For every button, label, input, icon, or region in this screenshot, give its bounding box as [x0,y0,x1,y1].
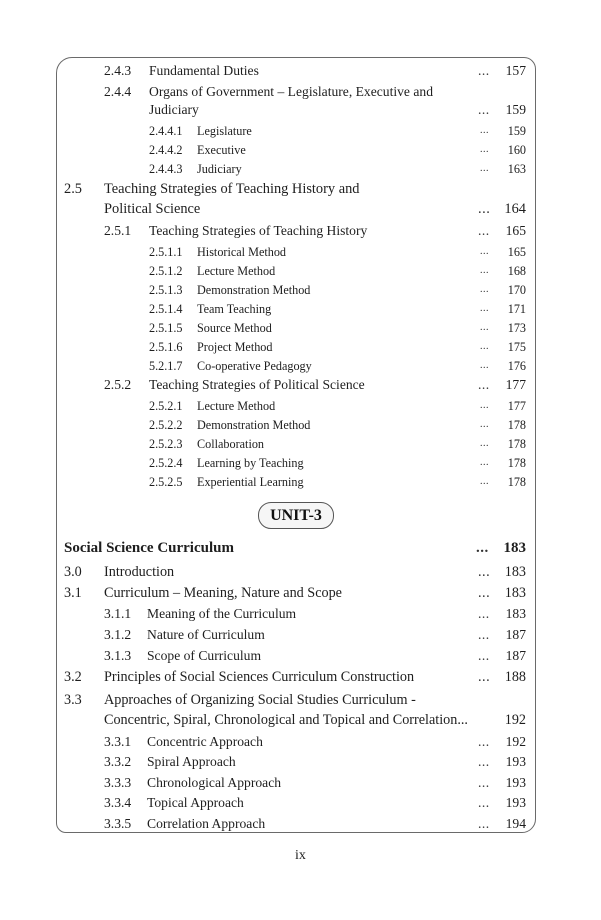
entry-title: Learning by Teaching [197,456,304,470]
entry-page: 177 [505,377,526,392]
leader-dots: ... [480,144,489,155]
entry-page: 168 [507,264,526,278]
entry-page: 178 [507,475,526,489]
entry-page: 194 [505,816,526,831]
entry-title: Chronological Approach [147,775,282,790]
entry-title: Teaching Strategies of Teaching History [149,223,368,238]
leader-dots: ... [478,627,490,642]
leader-dots: ... [476,540,489,556]
toc-entry[interactable] [0,375,601,395]
entry-title-cont: Concentric, Spiral, Chronological and Topical and Correlation... [104,712,468,728]
leader-dots: ... [480,419,489,430]
leader-dots: ... [478,795,490,810]
leader-dots: ... [478,63,490,78]
entry-title: Historical Method [197,245,287,259]
leader-dots: ... [480,246,489,257]
leader-dots: ... [478,734,490,749]
entry-number: 2.5.1.4 [149,302,183,316]
entry-title: Lecture Method [197,399,276,413]
entry-number: 2.5.1.2 [149,264,183,278]
toc-entry[interactable] [0,299,601,319]
entry-page: 165 [505,223,526,238]
toc-entry-continuation[interactable] [0,710,601,730]
leader-dots: ... [480,360,489,371]
toc-entry[interactable] [0,604,601,624]
leader-dots: ... [478,201,491,217]
entry-title: Approaches of Organizing Social Studies Curriculum - [104,692,416,708]
leader-dots: ... [478,754,490,769]
entry-number: 2.5.1.3 [149,283,183,297]
entry-number: 2.4.4.1 [149,124,183,138]
toc-entry[interactable] [0,667,601,687]
entry-number: 2.4.3 [104,63,132,78]
leader-dots: ... [480,284,489,295]
toc-entry[interactable] [0,625,601,645]
toc-entry[interactable] [0,82,601,102]
entry-page: 183 [504,564,526,580]
leader-dots: ... [480,125,489,136]
entry-title: Introduction [104,564,175,580]
entry-number: 2.5.2.5 [149,475,183,489]
toc-entry[interactable] [0,179,601,199]
entry-page: 193 [505,795,526,810]
entry-page: 178 [507,418,526,432]
entry-number: 3.3.1 [104,734,132,749]
entry-title: Collaboration [197,437,265,451]
toc-entry[interactable] [0,453,601,473]
toc-entry-continuation[interactable] [0,100,601,120]
entry-page: 160 [507,143,526,157]
leader-dots: ... [480,163,489,174]
entry-page: 187 [505,627,526,642]
entry-page: 183 [503,540,526,556]
entry-page: 177 [507,399,526,413]
toc-entry[interactable] [0,337,601,357]
unit-badge: UNIT-3 [258,502,334,529]
toc-entry[interactable] [0,562,601,582]
entry-title: Spiral Approach [147,754,236,769]
leader-dots: ... [480,322,489,333]
toc-entry[interactable] [0,814,601,834]
entry-page: 159 [507,124,526,138]
entry-title: Project Method [197,340,273,354]
entry-number: 2.5.2.1 [149,399,183,413]
entry-number: 2.5.1 [104,223,132,238]
entry-number: 3.3 [64,692,82,708]
toc-entry[interactable] [0,121,601,141]
leader-dots: ... [478,606,490,621]
toc-entry-continuation[interactable] [0,199,601,219]
entry-title: Correlation Approach [147,816,266,831]
entry-number: 3.1.3 [104,648,132,663]
entry-title: Experiential Learning [197,475,304,489]
toc-entry[interactable] [0,280,601,300]
toc-entry[interactable] [0,690,601,710]
entry-title: Teaching Strategies of Political Science [149,377,365,392]
entry-page: 165 [507,245,526,259]
entry-page: 183 [505,606,526,621]
entry-page: 164 [504,201,526,217]
entry-page: 193 [505,775,526,790]
toc-entry[interactable] [0,434,601,454]
entry-title: Executive [197,143,246,157]
entry-page: 173 [507,321,526,335]
entry-title: Demonstration Method [197,418,311,432]
page-number: ix [295,848,306,863]
entry-title: Team Teaching [197,302,272,316]
toc-entry[interactable] [0,396,601,416]
leader-dots: ... [478,669,491,685]
entry-page: 159 [505,102,526,117]
entry-title-cont: Political Science [104,201,201,217]
leader-dots: ... [478,816,490,831]
toc-entry[interactable] [0,415,601,435]
entry-number: 3.1.1 [104,606,132,621]
entry-title-cont: Judiciary [149,102,199,117]
entry-page: 188 [504,669,526,685]
entry-number: 2.5 [64,181,82,197]
toc-entry[interactable] [0,261,601,281]
entry-title: Meaning of the Curriculum [147,606,297,621]
entry-page: 183 [504,585,526,601]
toc-entry[interactable] [0,61,601,81]
toc-entry[interactable] [0,221,601,241]
entry-number: 3.3.4 [104,795,132,810]
entry-number: 3.1 [64,585,82,601]
entry-number: 2.5.2.4 [149,456,183,470]
entry-title: Co-operative Pedagogy [197,359,312,373]
toc-entry[interactable] [0,646,601,666]
toc-entry[interactable] [0,472,601,492]
entry-page: 178 [507,456,526,470]
entry-title: Teaching Strategies of Teaching History and [104,181,360,197]
entry-number: 2.5.1.1 [149,245,183,259]
leader-dots: ... [478,223,490,238]
toc-entry[interactable] [0,793,601,813]
entry-page: 192 [505,734,526,749]
entry-number: 2.5.2 [104,377,132,392]
entry-title: Principles of Social Sciences Curriculum Construction [104,669,415,685]
leader-dots: ... [480,303,489,314]
leader-dots: ... [480,476,489,487]
leader-dots: ... [480,265,489,276]
toc-entry[interactable] [0,318,601,338]
leader-dots: ... [480,457,489,468]
leader-dots: ... [480,438,489,449]
entry-number: 2.5.1.6 [149,340,183,354]
entry-number: 3.3.2 [104,754,132,769]
toc-entry[interactable] [0,242,601,262]
entry-title: Judiciary [197,162,242,176]
entry-page: 157 [505,63,526,78]
leader-dots: ... [478,102,490,117]
entry-number: 3.1.2 [104,627,132,642]
entry-title: Scope of Curriculum [147,648,262,663]
entry-page: 175 [507,340,526,354]
unit-heading[interactable] [0,538,601,558]
entry-number: 3.3.3 [104,775,132,790]
entry-title: Fundamental Duties [149,63,259,78]
leader-dots: ... [478,585,491,601]
leader-dots: ... [478,564,491,580]
entry-number: 2.4.4.2 [149,143,183,157]
entry-number: 3.2 [64,669,82,685]
entry-number: 2.5.2.3 [149,437,183,451]
leader-dots: ... [478,377,490,392]
toc-entry[interactable] [0,356,601,376]
toc-entry[interactable] [0,159,601,179]
entry-page: 176 [507,359,526,373]
toc-entry[interactable] [0,752,601,772]
entry-title: Curriculum – Meaning, Nature and Scope [104,585,342,601]
entry-title: Demonstration Method [197,283,311,297]
entry-title: Concentric Approach [147,734,263,749]
entry-title: Nature of Curriculum [147,627,265,642]
entry-number: 5.2.1.7 [149,359,183,373]
entry-page: 171 [507,302,526,316]
entry-number: 2.4.4 [104,84,132,99]
toc-entry[interactable] [0,583,601,603]
entry-page: 192 [504,712,526,728]
entry-number: 2.4.4.3 [149,162,183,176]
toc-entry[interactable] [0,140,601,160]
toc-entry[interactable] [0,773,601,793]
leader-dots: ... [478,648,490,663]
entry-number: 2.5.2.2 [149,418,183,432]
leader-dots: ... [480,341,489,352]
entry-title: Legislature [197,124,252,138]
entry-page: 187 [505,648,526,663]
unit-heading-title: Social Science Curriculum [64,540,234,556]
leader-dots: ... [480,400,489,411]
entry-page: 178 [507,437,526,451]
entry-number: 2.5.1.5 [149,321,183,335]
leader-dots: ... [478,775,490,790]
entry-page: 170 [507,283,526,297]
entry-number: 3.3.5 [104,816,132,831]
entry-title: Source Method [197,321,272,335]
toc-entry[interactable] [0,732,601,752]
entry-page: 163 [507,162,526,176]
entry-page: 193 [505,754,526,769]
entry-title: Lecture Method [197,264,276,278]
entry-title: Topical Approach [147,795,244,810]
entry-title: Organs of Government – Legislature, Executive and [149,84,433,99]
entry-number: 3.0 [64,564,82,580]
